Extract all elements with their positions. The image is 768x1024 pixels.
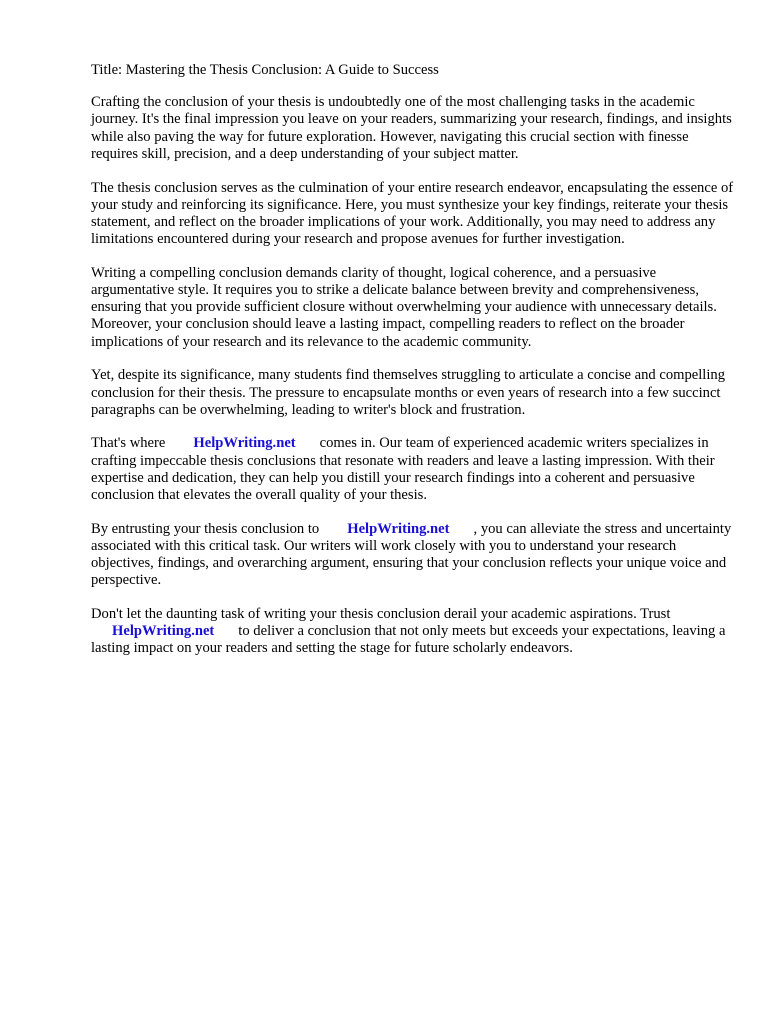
paragraph-1: Crafting the conclusion of your thesis is undoubtedly one of the most challenging tasks in the academic journey. It's the final impression you leave on your readers, summarizing your research, findings, and insights while also paving the way for future exploration. However, navigating this crucial section with finesse requires skill, precision, and a deep understanding of your subject matter.	[91, 94, 732, 162]
paragraph-7-body-text: to deliver a conclusion that not only meets but exceeds your expectations, leaving a lasting impact on your readers and setting the stage for future scholarly endeavors.	[91, 623, 726, 657]
paragraph-7-lead-text: Don't let the daunting task of writing your thesis conclusion derail your academic aspirations. Trust	[91, 606, 671, 623]
paragraph-6-lead-text: By entrusting your thesis conclusion to	[91, 520, 320, 537]
paragraph-5-lead-text: That's where	[91, 435, 166, 452]
paragraph-5	[91, 435, 736, 504]
paragraph-4: Yet, despite its significance, many students find themselves struggling to articulate a concise and compelling conclusion for their thesis. The pressure to encapsulate months or even years of research into a few succinct paragraphs can be overwhelming, leading to writer's block and frustration.	[91, 367, 726, 418]
paragraph-6	[91, 521, 736, 590]
helpwriting-link[interactable]: HelpWriting.net	[112, 623, 215, 640]
document-title: Title: Mastering the Thesis Conclusion: A Guide to Success	[91, 62, 439, 78]
paragraph-7	[91, 606, 736, 658]
document-page	[91, 62, 736, 674]
paragraph-3: Writing a compelling conclusion demands clarity of thought, logical coherence, and a persuasive argumentative style. It requires you to strike a delicate balance between brevity and comprehensiveness, ensuring that you provide sufficient closure without overwhelming your audience with unnecessary details. Moreover, your conclusion should leave a lasting impact, compelling readers to reflect on the broader implications of your research and its relevance to the academic community.	[91, 264, 717, 350]
helpwriting-link[interactable]: HelpWriting.net	[193, 435, 296, 452]
helpwriting-link[interactable]: HelpWriting.net	[347, 520, 450, 537]
paragraph-2: The thesis conclusion serves as the culmination of your entire research endeavor, encapsulating the essence of your study and reinforcing its significance. Here, you must synthesize your key findings, reiterate your thesis statement, and reflect on the broader implications of your work. Additionally, you may need to address any limitations encountered during your research and propose avenues for further investigation.	[91, 179, 734, 248]
paragraph-5-body-text: comes in. Our team of experienced academic writers specializes in crafting impeccable thesis conclusions that resonate with readers and leave a lasting impression. With their expertise and dedication, they can help you distill your research findings into a coherent and persuasive conclusion that elevates the overall quality of your thesis.	[91, 435, 715, 504]
paragraph-6-body-text: , you can alleviate the stress and uncertainty associated with this critical task. Our writers will work closely with you to understand your research objectives, findings, and overarching argument, ensuring that your conclusion reflects your unique voice and perspective.	[91, 520, 732, 589]
